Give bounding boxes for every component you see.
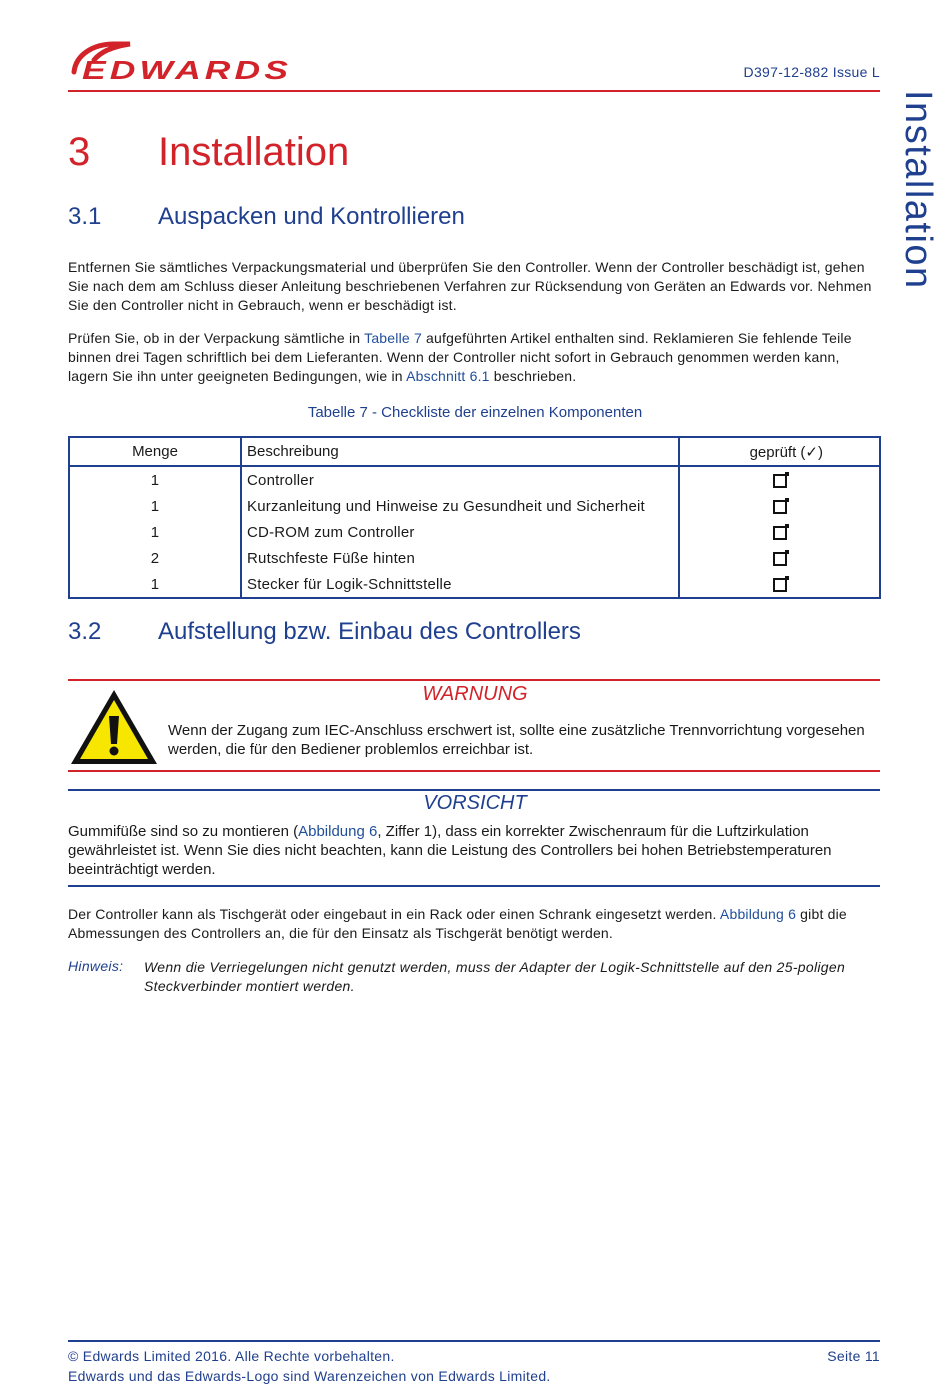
- paragraph-mounting: [68, 905, 880, 943]
- cell-description: Rutschfeste Füße hinten: [241, 545, 679, 571]
- text: aufgeführten Artikel enthalten sind. Reklamieren Sie fehlende Teile binnen drei Tagen schriftlich bei dem Lieferanten. Wenn der Controller nicht sofort in Gebrauch genommen werden kann, lagern Sie ihn unter geeigneten Bedingungen, wie in: [68, 330, 852, 384]
- checklist-table: [68, 436, 881, 599]
- edwards-logo: [68, 40, 296, 84]
- table-row: [69, 571, 880, 598]
- link-figure-6[interactable]: Abbildung 6: [298, 823, 378, 840]
- chapter-title: Installation: [158, 130, 350, 174]
- column-header-quantity: Menge: [69, 437, 241, 466]
- paragraph-unpack: Entfernen Sie sämtliches Verpackungsmaterial und überprüfen Sie den Controller. Wenn der Controller beschädigt ist, gehen Sie nach dem am Schluss dieser Anleitung beschriebenen Verfahren zur Rücksendung von Geräten an Edwards vor. Nehmen Sie den Controller nicht in Gebrauch, wenn er beschädigt ist.: [68, 259, 872, 313]
- empty-checkbox-icon[interactable]: [773, 578, 787, 592]
- cell-description: Controller: [241, 466, 679, 493]
- section-heading-3-2: [68, 618, 581, 646]
- cell-checked: [679, 466, 880, 493]
- chapter-heading: [68, 130, 349, 175]
- table-row: [69, 545, 880, 571]
- section-number: 3.1: [68, 203, 102, 230]
- empty-checkbox-icon[interactable]: [773, 552, 787, 566]
- page-number: Seite 11: [827, 1348, 880, 1364]
- caution-top-rule: [68, 789, 880, 791]
- paragraph-check: [68, 329, 880, 386]
- warning-title: WARNUNG: [422, 683, 528, 705]
- cell-description: Stecker für Logik-Schnittstelle: [241, 571, 679, 598]
- text: gibt die Abmessungen des Controllers an, die für den Einsatz als Tischgerät benötigt werden.: [68, 906, 847, 941]
- cell-checked: [679, 545, 880, 571]
- cell-quantity: 1: [69, 466, 241, 493]
- document-id: D397-12-882 Issue L: [743, 64, 880, 80]
- table-row: [69, 466, 880, 493]
- text: Gummifüße sind so zu montieren (: [68, 823, 299, 840]
- header-rule: [68, 90, 880, 92]
- table-header-row: [69, 437, 880, 466]
- section-title: Auspacken und Kontrollieren: [158, 203, 465, 230]
- footer-rule: [68, 1340, 880, 1342]
- table-row: [69, 493, 880, 519]
- chapter-number: 3: [68, 130, 91, 174]
- link-figure-6[interactable]: Abbildung 6: [719, 906, 797, 922]
- warning-triangle-icon: [69, 688, 159, 766]
- caution-text: [68, 822, 880, 879]
- link-section-6-1[interactable]: Abschnitt 6.1: [406, 368, 490, 384]
- link-table-7[interactable]: Tabelle 7: [364, 330, 422, 346]
- footer-trademark: Edwards und das Edwards-Logo sind Warenzeichen von Edwards Limited.: [68, 1368, 551, 1384]
- cell-quantity: 1: [69, 519, 241, 545]
- note-text: Wenn die Verriegelungen nicht genutzt werden, muss der Adapter der Logik-Schnittstelle auf den 25-poligen Steckverbinder montiert werden.: [144, 959, 846, 994]
- warning-bottom-rule: [68, 770, 880, 772]
- column-header-checked: geprüft (✓): [679, 437, 880, 466]
- table-row: [69, 519, 880, 545]
- cell-description: CD-ROM zum Controller: [241, 519, 679, 545]
- cell-checked: [679, 519, 880, 545]
- cell-checked: [679, 493, 880, 519]
- svg-text:EDWARDS: EDWARDS: [82, 55, 292, 84]
- cell-checked: [679, 571, 880, 598]
- caution-bottom-rule: [68, 885, 880, 887]
- cell-quantity: 2: [69, 545, 241, 571]
- section-number: 3.2: [68, 618, 102, 645]
- warning-top-rule: [68, 679, 880, 681]
- section-heading-3-1: [68, 203, 465, 231]
- text: beschrieben.: [489, 368, 577, 384]
- footer-copyright: © Edwards Limited 2016. Alle Rechte vorbehalten.: [68, 1348, 395, 1364]
- cell-description: Kurzanleitung und Hinweise zu Gesundheit und Sicherheit: [241, 493, 679, 519]
- table-caption: Tabelle 7 - Checkliste der einzelnen Komponenten: [307, 404, 643, 421]
- section-title: Aufstellung bzw. Einbau des Controllers: [158, 618, 581, 645]
- side-tab: [897, 90, 941, 300]
- note-label: Hinweis:: [68, 958, 124, 974]
- warning-text: Wenn der Zugang zum IEC-Anschluss erschwert ist, sollte eine zusätzliche Trennvorrichtung vorgesehen werden, die für den Bediener problemlos erreichbar ist.: [168, 722, 865, 758]
- cell-quantity: 1: [69, 571, 241, 598]
- cell-quantity: 1: [69, 493, 241, 519]
- side-tab-label: Installation: [897, 90, 939, 290]
- column-header-description: Beschreibung: [241, 437, 679, 466]
- text: Der Controller kann als Tischgerät oder eingebaut in ein Rack oder einen Schrank eingesetzt werden.: [68, 906, 720, 922]
- empty-checkbox-icon[interactable]: [773, 526, 787, 540]
- caution-title: VORSICHT: [423, 792, 527, 814]
- text: , Ziffer 1), dass ein korrekter Zwischenraum für die Luftzirkulation gewährleistet ist. Wenn Sie dies nicht beachten, kann die Leistung des Controllers bei hohen Betriebstemperaturen beeinträchtigt werden.: [68, 823, 832, 878]
- empty-checkbox-icon[interactable]: [773, 500, 787, 514]
- empty-checkbox-icon[interactable]: [773, 474, 787, 488]
- text: Prüfen Sie, ob in der Verpackung sämtliche in: [68, 330, 365, 346]
